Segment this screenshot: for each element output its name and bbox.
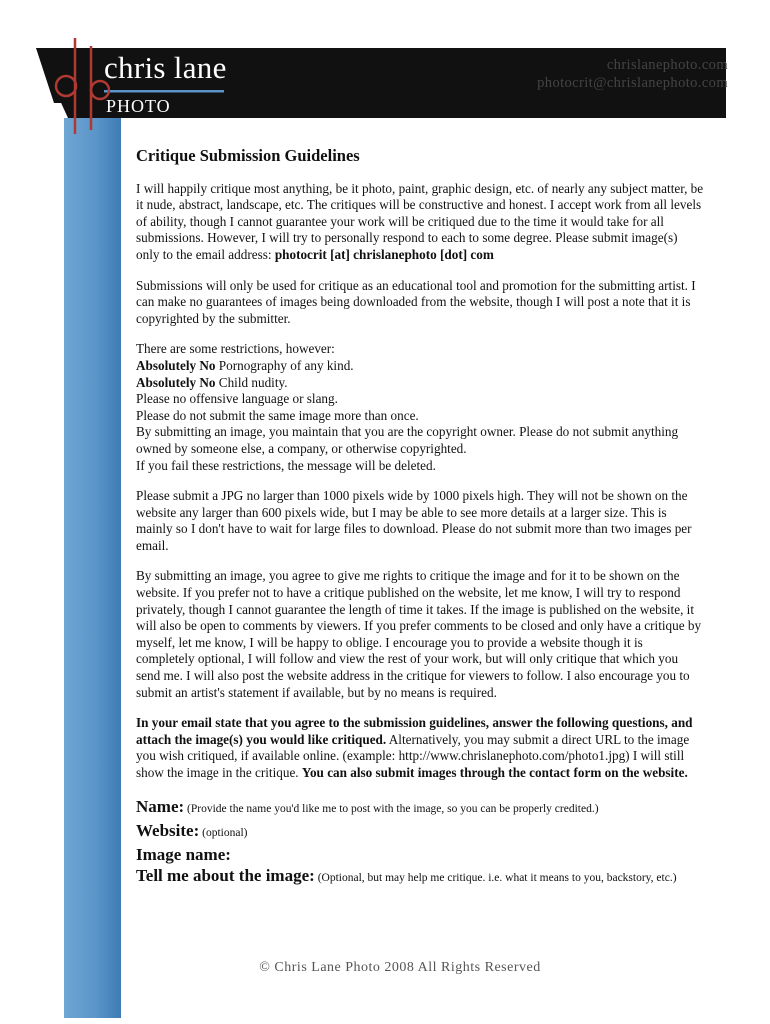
restriction-item: If you fail these restrictions, the message will be deleted. [136,457,436,473]
restriction-text: Child nudity. [215,374,288,390]
restriction-emphasis: Absolutely No [136,357,216,373]
restriction-item [136,358,704,375]
submission-form-fields [136,796,704,889]
copyright-footer: © Chris Lane Photo 2008 All Rights Reserved [259,960,541,975]
restriction-emphasis: Absolutely No [136,374,216,390]
header-email[interactable]: photocrit@chrislanephoto.com [537,75,728,91]
brand-name: chris lane [104,50,227,85]
restriction-text: Pornography of any kind. [215,357,354,373]
website-field [136,820,704,844]
submission-email: photocrit [at] chrislanephoto [dot] com [274,246,494,262]
intro-text: I will happily critique most anything, be it photo, paint, graphic design, etc. of nearly any subject matter, be it nude, abstract, landscape, etc. The critiques will be constructive and honest. I accept work from all levels of ability, though I cannot guarantee your work will be critiqued due to the time it would take for all submissions. However, I will try to personally respond to each to some degree. Please submit image(s) only to the email address: [136,180,704,262]
brand-subtitle: PHOTO [106,96,171,116]
restriction-item: By submitting an image, you maintain that you are the copyright owner. Please do not submit anything owned by someone else, a company, or otherwise copyrighted. [136,424,679,456]
rights-paragraph: By submitting an image, you agree to give me rights to critique the image and for it to be shown on the website. If you prefer not to have a critique published on the website, let me know, I will try to respond privately, though I cannot guarantee the length of time it takes. If the image is published on the website, it will also be open to comments by viewers. If you prefer comments to be closed and only have a critique by myself, let me know, I will be happy to oblige. I encourage you to provide a website though it is completely optional, I will follow and view the rest of your work, but will only critique that which you send me. I will also post the website address in the critique for viewers to follow. I also encourage you to submit an artist's statement if available, but by no means is required. [136,568,702,700]
restriction-item [136,375,704,392]
restrictions-block [136,341,704,474]
format-paragraph: Please submit a JPG no larger than 1000 pixels wide by 1000 pixels high. They will not be shown on the website any larger than 600 pixels wide, but I may be able to see more details at a larger size. This is mainly so I don't have to wait for large files to download. Please do not submit more than two images per email. [136,488,692,553]
intro-paragraph [136,181,704,264]
restriction-item: Please do not submit the same image more than once. [136,407,419,423]
instructions-paragraph [136,715,704,781]
about-field [136,865,704,889]
name-field [136,796,704,820]
image-name-label: Image name: [136,844,231,864]
name-label: Name: [136,796,185,816]
restrictions-intro: There are some restrictions, however: [136,341,335,357]
usage-paragraph: Submissions will only be used for critique as an educational tool and promotion for the submitting artist. I can make no guarantees of images being downloaded from the website, though I will post a note that it is copyrighted by the submitter. [136,277,696,326]
instructions-text: Alternatively, you may submit a direct URL to the image you wish critiqued, if available online. (example: http://www.chrislanephoto.com/photo1.jpg) I will still show the image in the critique. [136,731,690,780]
instructions-bold: In your email state that you agree to the submission guidelines, answer the following questions, and attach the image(s) you would like critiqued. [136,715,693,747]
website-label: Website: [136,820,200,840]
about-label: Tell me about the image: [136,865,315,885]
image-name-field [136,844,704,865]
header-site[interactable]: chrislanephoto.com [606,57,728,73]
about-note: (Optional, but may help me critique. i.e. what it means to you, backstory, etc.) [314,871,677,884]
restriction-item: Please no offensive language or slang. [136,391,338,407]
instructions-bold-2: You can also submit images through the contact form on the website. [301,765,688,780]
website-note: (optional) [199,826,248,839]
logo-mark [50,38,110,134]
guidelines-content [136,148,704,889]
blue-side-stripe [64,118,121,1018]
page-title: Critique Submission Guidelines [136,146,360,165]
name-note: (Provide the name you'd like me to post with the image, so you can be properly credited.) [184,802,599,815]
